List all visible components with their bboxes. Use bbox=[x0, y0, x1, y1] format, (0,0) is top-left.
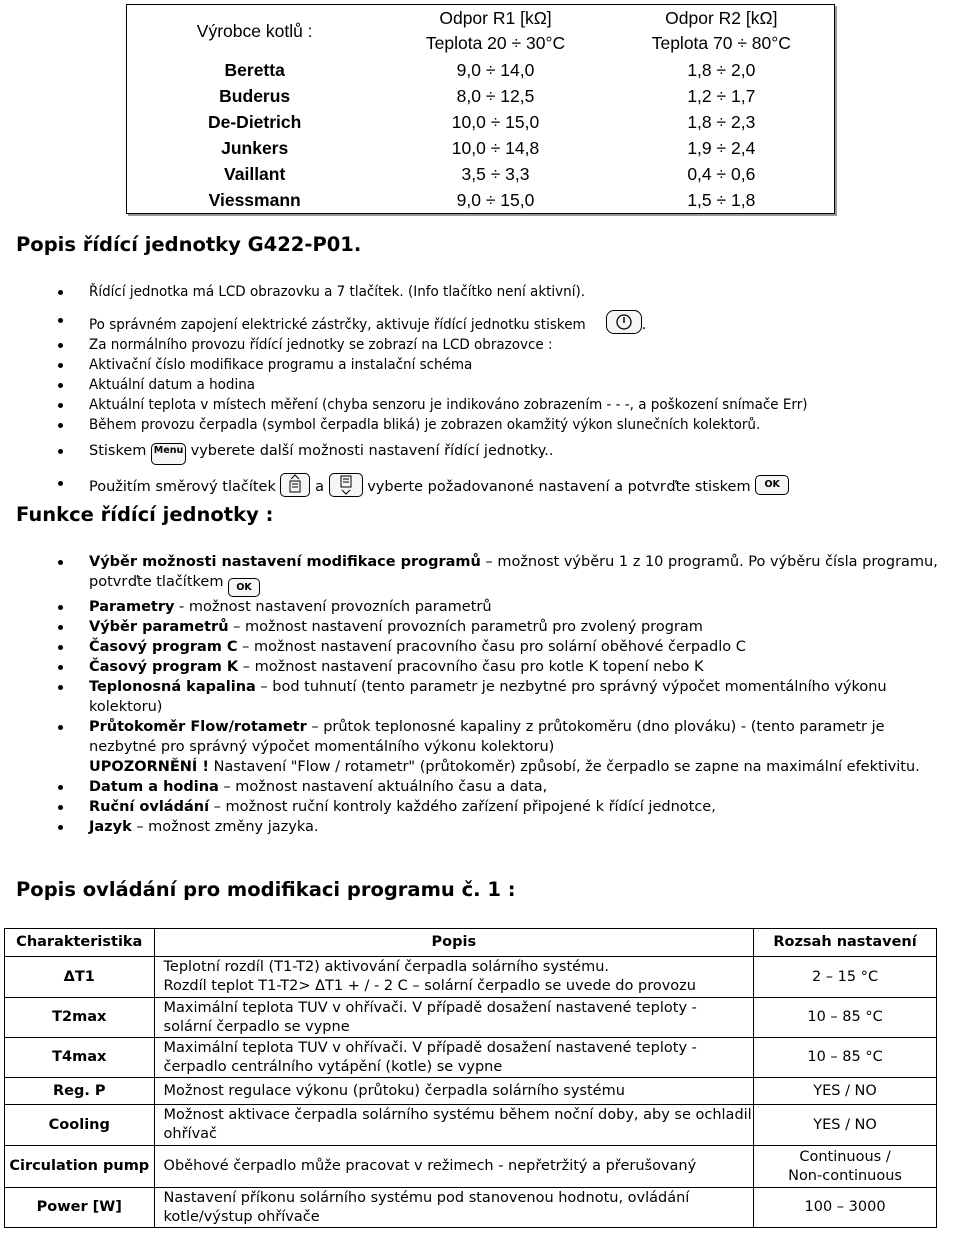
list-item: Datum a hodina – možnost nastavení aktuálního času a data, bbox=[58, 777, 948, 797]
header-range: Rozsah nastavení bbox=[754, 929, 937, 957]
r1-cell: 10,0 ÷ 14,8 bbox=[451, 138, 540, 158]
r2-cell: 1,8 ÷ 2,3 bbox=[687, 112, 756, 132]
r1-cell: 8,0 ÷ 12,5 bbox=[456, 86, 535, 106]
characteristic-cell: ΔT1 bbox=[5, 957, 155, 998]
table-header-row bbox=[5, 929, 937, 957]
table-row bbox=[127, 161, 835, 187]
range-cell: 10 – 85 °C bbox=[754, 998, 937, 1038]
r1-cell: 9,0 ÷ 14,0 bbox=[456, 60, 535, 80]
table-row bbox=[127, 83, 835, 109]
table-row bbox=[5, 1078, 937, 1105]
section-title-unit: Popis řídící jednotky G422-P01. bbox=[16, 233, 362, 256]
description-cell: Možnost aktivace čerpadla solárního systému během noční doby, aby se ochladil ohřívač bbox=[154, 1105, 754, 1146]
header-characteristic: Charakteristika bbox=[5, 929, 155, 957]
table-row bbox=[127, 57, 835, 83]
header-r1-line2: Teplota 20 ÷ 30°C bbox=[425, 33, 566, 53]
r1-cell: 10,0 ÷ 15,0 bbox=[451, 112, 540, 132]
characteristic-cell: T4max bbox=[5, 1038, 155, 1078]
header-r2 bbox=[609, 5, 835, 58]
list-item: Během provozu čerpadla (symbol čerpadla bliká) je zobrazen okamžitý výkon slunečních kolektorů. bbox=[58, 415, 948, 435]
table-row bbox=[127, 109, 835, 135]
range-cell: 100 – 3000 bbox=[754, 1188, 937, 1228]
section-title-functions: Funkce řídící jednotky : bbox=[16, 503, 274, 526]
list-item: Výběr parametrů – možnost nastavení provozních parametrů pro zvolený program bbox=[58, 617, 948, 637]
header-r2-line2: Teplota 70 ÷ 80°C bbox=[651, 33, 791, 53]
r2-cell: 1,5 ÷ 1,8 bbox=[687, 190, 756, 210]
list-item: Výběr možnosti nastavení modifikace programů – možnost výběru 1 z 10 programů. Po výběru čísla programu, potvrďte tlačítkem OK bbox=[58, 552, 948, 597]
characteristic-cell: Cooling bbox=[5, 1105, 155, 1146]
manufacturer-cell: Junkers bbox=[221, 138, 289, 158]
menu-button-icon: Menu bbox=[151, 443, 186, 465]
unit-description-list bbox=[58, 282, 948, 497]
r2-cell: 0,4 ÷ 0,6 bbox=[687, 164, 756, 184]
ok-button-icon: OK bbox=[755, 475, 789, 495]
manufacturer-cell: Viessmann bbox=[208, 190, 301, 210]
manufacturer-cell: Beretta bbox=[224, 60, 285, 80]
list-item: Teplonosná kapalina – bod tuhnutí (tento parametr je nezbytné pro správný výpočet momentálního výkonu kolektoru) bbox=[58, 677, 948, 717]
range-cell: YES / NO bbox=[754, 1105, 937, 1146]
header-manufacturer: Výrobce kotlů : bbox=[196, 20, 313, 41]
range-cell: 2 – 15 °C bbox=[754, 957, 937, 998]
table-row bbox=[127, 187, 835, 214]
table-row bbox=[127, 135, 835, 161]
range-cell: 10 – 85 °C bbox=[754, 1038, 937, 1078]
table-row bbox=[5, 998, 937, 1038]
list-item: Ruční ovládání – možnost ruční kontroly každého zařízení připojené k řídící jednotce, bbox=[58, 797, 948, 817]
warning-note: UPOZORNĚNÍ ! Nastavení "Flow / rotametr" (průtokoměr) způsobí, že čerpadlo se zapne na maximální efektivitu. bbox=[89, 759, 920, 775]
list-item: Stiskem Menu vyberete další možnosti nastavení řídící jednotky.. bbox=[58, 441, 948, 465]
table-row bbox=[5, 957, 937, 998]
list-item: Aktuální datum a hodina bbox=[58, 375, 948, 395]
r2-cell: 1,2 ÷ 1,7 bbox=[687, 86, 756, 106]
list-item: Po správném zapojení elektrické zástrčky, aktivuje řídící jednotku stiskem . bbox=[58, 310, 948, 335]
r2-cell: 1,8 ÷ 2,0 bbox=[687, 60, 756, 80]
manufacturer-cell: Vaillant bbox=[224, 164, 286, 184]
functions-list bbox=[58, 552, 948, 837]
header-r1-line1: Odpor R1 [kΩ] bbox=[439, 8, 552, 28]
characteristic-cell: Reg. P bbox=[5, 1078, 155, 1105]
resistance-table bbox=[126, 4, 835, 214]
list-item: Časový program C – možnost nastavení pracovního času pro solární oběhové čerpadlo C bbox=[58, 637, 948, 657]
description-cell: Oběhové čerpadlo může pracovat v režimech - nepřetržitý a přerušovaný bbox=[154, 1146, 754, 1188]
list-item: Průtokoměr Flow/rotametr – průtok teplonosné kapaliny z průtokoměru (dno plováku) - (tento parametr je nezbytné pro správný výpočet momentálního výkonu kolektoru) bbox=[58, 717, 948, 757]
list-item: Jazyk – možnost změny jazyka. bbox=[58, 817, 948, 837]
header-r2-line1: Odpor R2 [kΩ] bbox=[665, 8, 778, 28]
manufacturer-cell: Buderus bbox=[219, 86, 291, 106]
description-cell: Maximální teplota TUV v ohřívači. V případě dosažení nastavené teploty - solární čerpadlo se vypne bbox=[154, 998, 754, 1038]
r2-cell: 1,9 ÷ 2,4 bbox=[687, 138, 756, 158]
range-cell: YES / NO bbox=[754, 1078, 937, 1105]
list-item: Aktivační číslo modifikace programu a instalační schéma bbox=[58, 355, 948, 375]
manufacturer-cell: De-Dietrich bbox=[207, 112, 302, 132]
header-description: Popis bbox=[154, 929, 754, 957]
section-title-program: Popis ovládání pro modifikaci programu č. 1 : bbox=[16, 878, 516, 901]
table-row bbox=[5, 1188, 937, 1228]
list-item: Použitím směrový tlačítek a vyberte požadovanoné nastavení a potvrďte stiskem OK bbox=[58, 473, 948, 497]
ok-button-icon: OK bbox=[228, 578, 260, 597]
program-settings-table bbox=[4, 928, 937, 1228]
list-item: Časový program K – možnost nastavení pracovního času pro kotle K topení nebo K bbox=[58, 657, 948, 677]
description-cell: Teplotní rozdíl (T1-T2) aktivování čerpadla solárního systému. Rozdíl teplot T1-T2> ΔT1 + / - 2 C – solární čerpadlo se uvede do provozu bbox=[154, 957, 754, 998]
table-row bbox=[5, 1146, 937, 1188]
r1-cell: 3,5 ÷ 3,3 bbox=[461, 164, 530, 184]
list-item: Za normálního provozu řídící jednotky se zobrazí na LCD obrazovce : bbox=[58, 335, 948, 355]
table-row bbox=[5, 1105, 937, 1146]
description-cell: Možnost regulace výkonu (průtoku) čerpadla solárního systému bbox=[154, 1078, 754, 1105]
list-item: Aktuální teplota v místech měření (chyba senzoru je indikováno zobrazením - - -, a poškození snímače Err) bbox=[58, 395, 948, 415]
arrow-down-button-icon bbox=[329, 473, 363, 497]
description-cell: Maximální teplota TUV v ohřívači. V případě dosažení nastavené teploty - čerpadlo centrálního vytápění (kotle) se vypne bbox=[154, 1038, 754, 1078]
r1-cell: 9,0 ÷ 15,0 bbox=[456, 190, 535, 210]
power-button-icon bbox=[606, 310, 642, 334]
list-item: Řídící jednotka má LCD obrazovku a 7 tlačítek. (Info tlačítko není aktivní). bbox=[58, 282, 948, 302]
table-row bbox=[5, 1038, 937, 1078]
characteristic-cell: T2max bbox=[5, 998, 155, 1038]
list-item: Parametry - možnost nastavení provozních parametrů bbox=[58, 597, 948, 617]
characteristic-cell: Circulation pump bbox=[5, 1146, 155, 1188]
arrow-up-button-icon bbox=[280, 473, 310, 497]
range-cell: Continuous / Non-continuous bbox=[754, 1146, 937, 1188]
description-cell: Nastavení příkonu solárního systému pod stanovenou hodnotu, ovládání kotle/výstup ohřívače bbox=[154, 1188, 754, 1228]
header-r1 bbox=[382, 5, 608, 58]
characteristic-cell: Power [W] bbox=[5, 1188, 155, 1228]
